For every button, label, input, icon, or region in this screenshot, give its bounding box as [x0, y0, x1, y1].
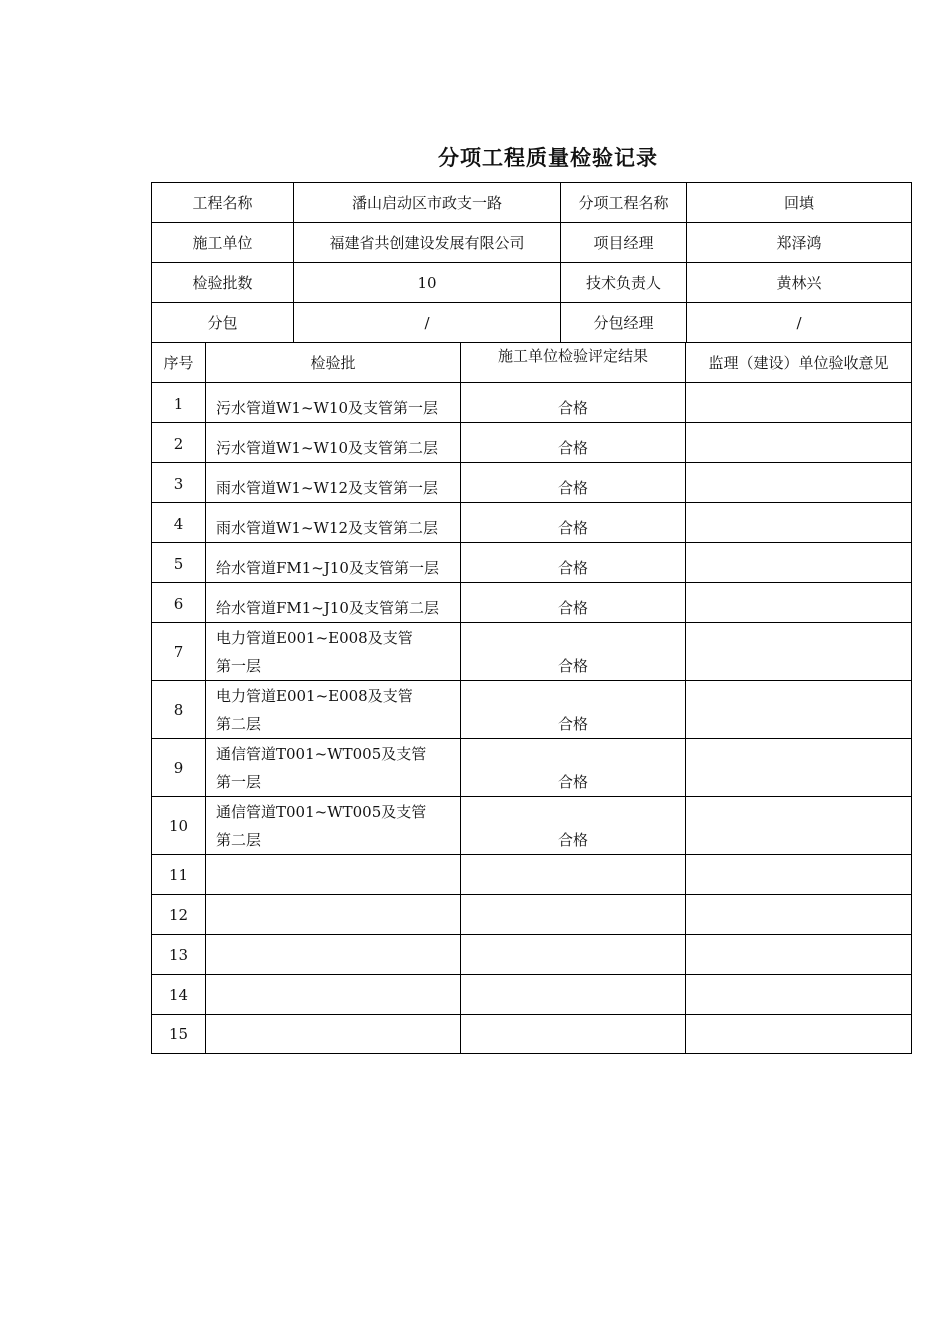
technical-lead-value: 黄林兴 [686, 262, 911, 302]
subitem-name-value: 回填 [686, 182, 911, 222]
construction-unit-value: 福建省共创建设发展有限公司 [293, 222, 560, 262]
row-14-batch[interactable] [205, 974, 460, 1014]
row-7-result: 合格 [460, 622, 685, 680]
row-7-batch-line2: 第一层 [216, 656, 262, 675]
row-13-no: 13 [151, 934, 205, 974]
row-8-batch [205, 680, 460, 738]
row-15-result[interactable] [460, 1014, 685, 1053]
row-2-result: 合格 [460, 422, 685, 462]
row-7-no: 7 [151, 622, 205, 680]
row-6-opinion[interactable] [685, 582, 911, 622]
row-12-no: 12 [151, 894, 205, 934]
column-header-batch: 检验批 [205, 342, 460, 382]
row-9-batch-line1: 通信管道T001~WT005及支管 [216, 744, 427, 763]
row-5-batch: 给水管道FM1~J10及支管第一层 [205, 542, 460, 582]
subcontract-manager-label: 分包经理 [560, 302, 686, 342]
subcontract-manager-value: / [686, 302, 911, 342]
construction-unit-label: 施工单位 [151, 222, 293, 262]
row-1-opinion[interactable] [685, 382, 911, 422]
quality-inspection-table [151, 182, 912, 1054]
subcontract-value: / [293, 302, 560, 342]
row-15-no: 15 [151, 1014, 205, 1053]
row-6-result: 合格 [460, 582, 685, 622]
row-4-batch: 雨水管道W1~W12及支管第二层 [205, 502, 460, 542]
row-5-no: 5 [151, 542, 205, 582]
row-10-opinion[interactable] [685, 796, 911, 854]
column-header-supervision-opinion: 监理（建设）单位验收意见 [685, 342, 911, 382]
row-4-result: 合格 [460, 502, 685, 542]
row-9-opinion[interactable] [685, 738, 911, 796]
row-1-batch: 污水管道W1~W10及支管第一层 [205, 382, 460, 422]
row-3-no: 3 [151, 462, 205, 502]
row-8-batch-line1: 电力管道E001~E008及支管 [216, 686, 413, 705]
row-5-opinion[interactable] [685, 542, 911, 582]
row-12-result[interactable] [460, 894, 685, 934]
column-header-unit-result: 施工单位检验评定结果 [460, 342, 685, 382]
row-5-result: 合格 [460, 542, 685, 582]
row-7-batch [205, 622, 460, 680]
row-14-result[interactable] [460, 974, 685, 1014]
row-2-opinion[interactable] [685, 422, 911, 462]
row-7-opinion[interactable] [685, 622, 911, 680]
batch-count-value: 10 [293, 262, 560, 302]
row-6-batch: 给水管道FM1~J10及支管第二层 [205, 582, 460, 622]
row-12-batch[interactable] [205, 894, 460, 934]
row-10-result: 合格 [460, 796, 685, 854]
subitem-name-label: 分项工程名称 [560, 182, 686, 222]
batch-count-label: 检验批数 [151, 262, 293, 302]
row-2-no: 2 [151, 422, 205, 462]
row-13-batch[interactable] [205, 934, 460, 974]
row-8-batch-line2: 第二层 [216, 714, 262, 733]
row-6-no: 6 [151, 582, 205, 622]
row-13-opinion[interactable] [685, 934, 911, 974]
row-9-batch-line2: 第一层 [216, 772, 262, 791]
row-12-opinion[interactable] [685, 894, 911, 934]
row-15-opinion[interactable] [685, 1014, 911, 1053]
row-10-batch-line2: 第二层 [216, 830, 262, 849]
row-3-result: 合格 [460, 462, 685, 502]
row-8-opinion[interactable] [685, 680, 911, 738]
project-name-value: 潘山启动区市政支一路 [293, 182, 560, 222]
technical-lead-label: 技术负责人 [560, 262, 686, 302]
row-13-result[interactable] [460, 934, 685, 974]
row-9-result: 合格 [460, 738, 685, 796]
row-3-batch: 雨水管道W1~W12及支管第一层 [205, 462, 460, 502]
row-10-batch-line1: 通信管道T001~WT005及支管 [216, 802, 427, 821]
row-10-no: 10 [151, 796, 205, 854]
row-11-batch[interactable] [205, 854, 460, 894]
row-9-batch [205, 738, 460, 796]
subcontract-label: 分包 [151, 302, 293, 342]
row-8-result: 合格 [460, 680, 685, 738]
row-1-result: 合格 [460, 382, 685, 422]
row-11-result[interactable] [460, 854, 685, 894]
row-8-no: 8 [151, 680, 205, 738]
document-title: 分项工程质量检验记录 [438, 145, 658, 170]
row-2-batch: 污水管道W1~W10及支管第二层 [205, 422, 460, 462]
row-15-batch[interactable] [205, 1014, 460, 1053]
row-14-opinion[interactable] [685, 974, 911, 1014]
row-10-batch [205, 796, 460, 854]
row-11-no: 11 [151, 854, 205, 894]
row-9-no: 9 [151, 738, 205, 796]
project-manager-value: 郑泽鸿 [686, 222, 911, 262]
column-header-seq: 序号 [151, 342, 205, 382]
row-1-no: 1 [151, 382, 205, 422]
row-7-batch-line1: 电力管道E001~E008及支管 [216, 628, 413, 647]
row-4-opinion[interactable] [685, 502, 911, 542]
row-3-opinion[interactable] [685, 462, 911, 502]
row-4-no: 4 [151, 502, 205, 542]
row-11-opinion[interactable] [685, 854, 911, 894]
row-14-no: 14 [151, 974, 205, 1014]
project-name-label: 工程名称 [151, 182, 293, 222]
project-manager-label: 项目经理 [560, 222, 686, 262]
